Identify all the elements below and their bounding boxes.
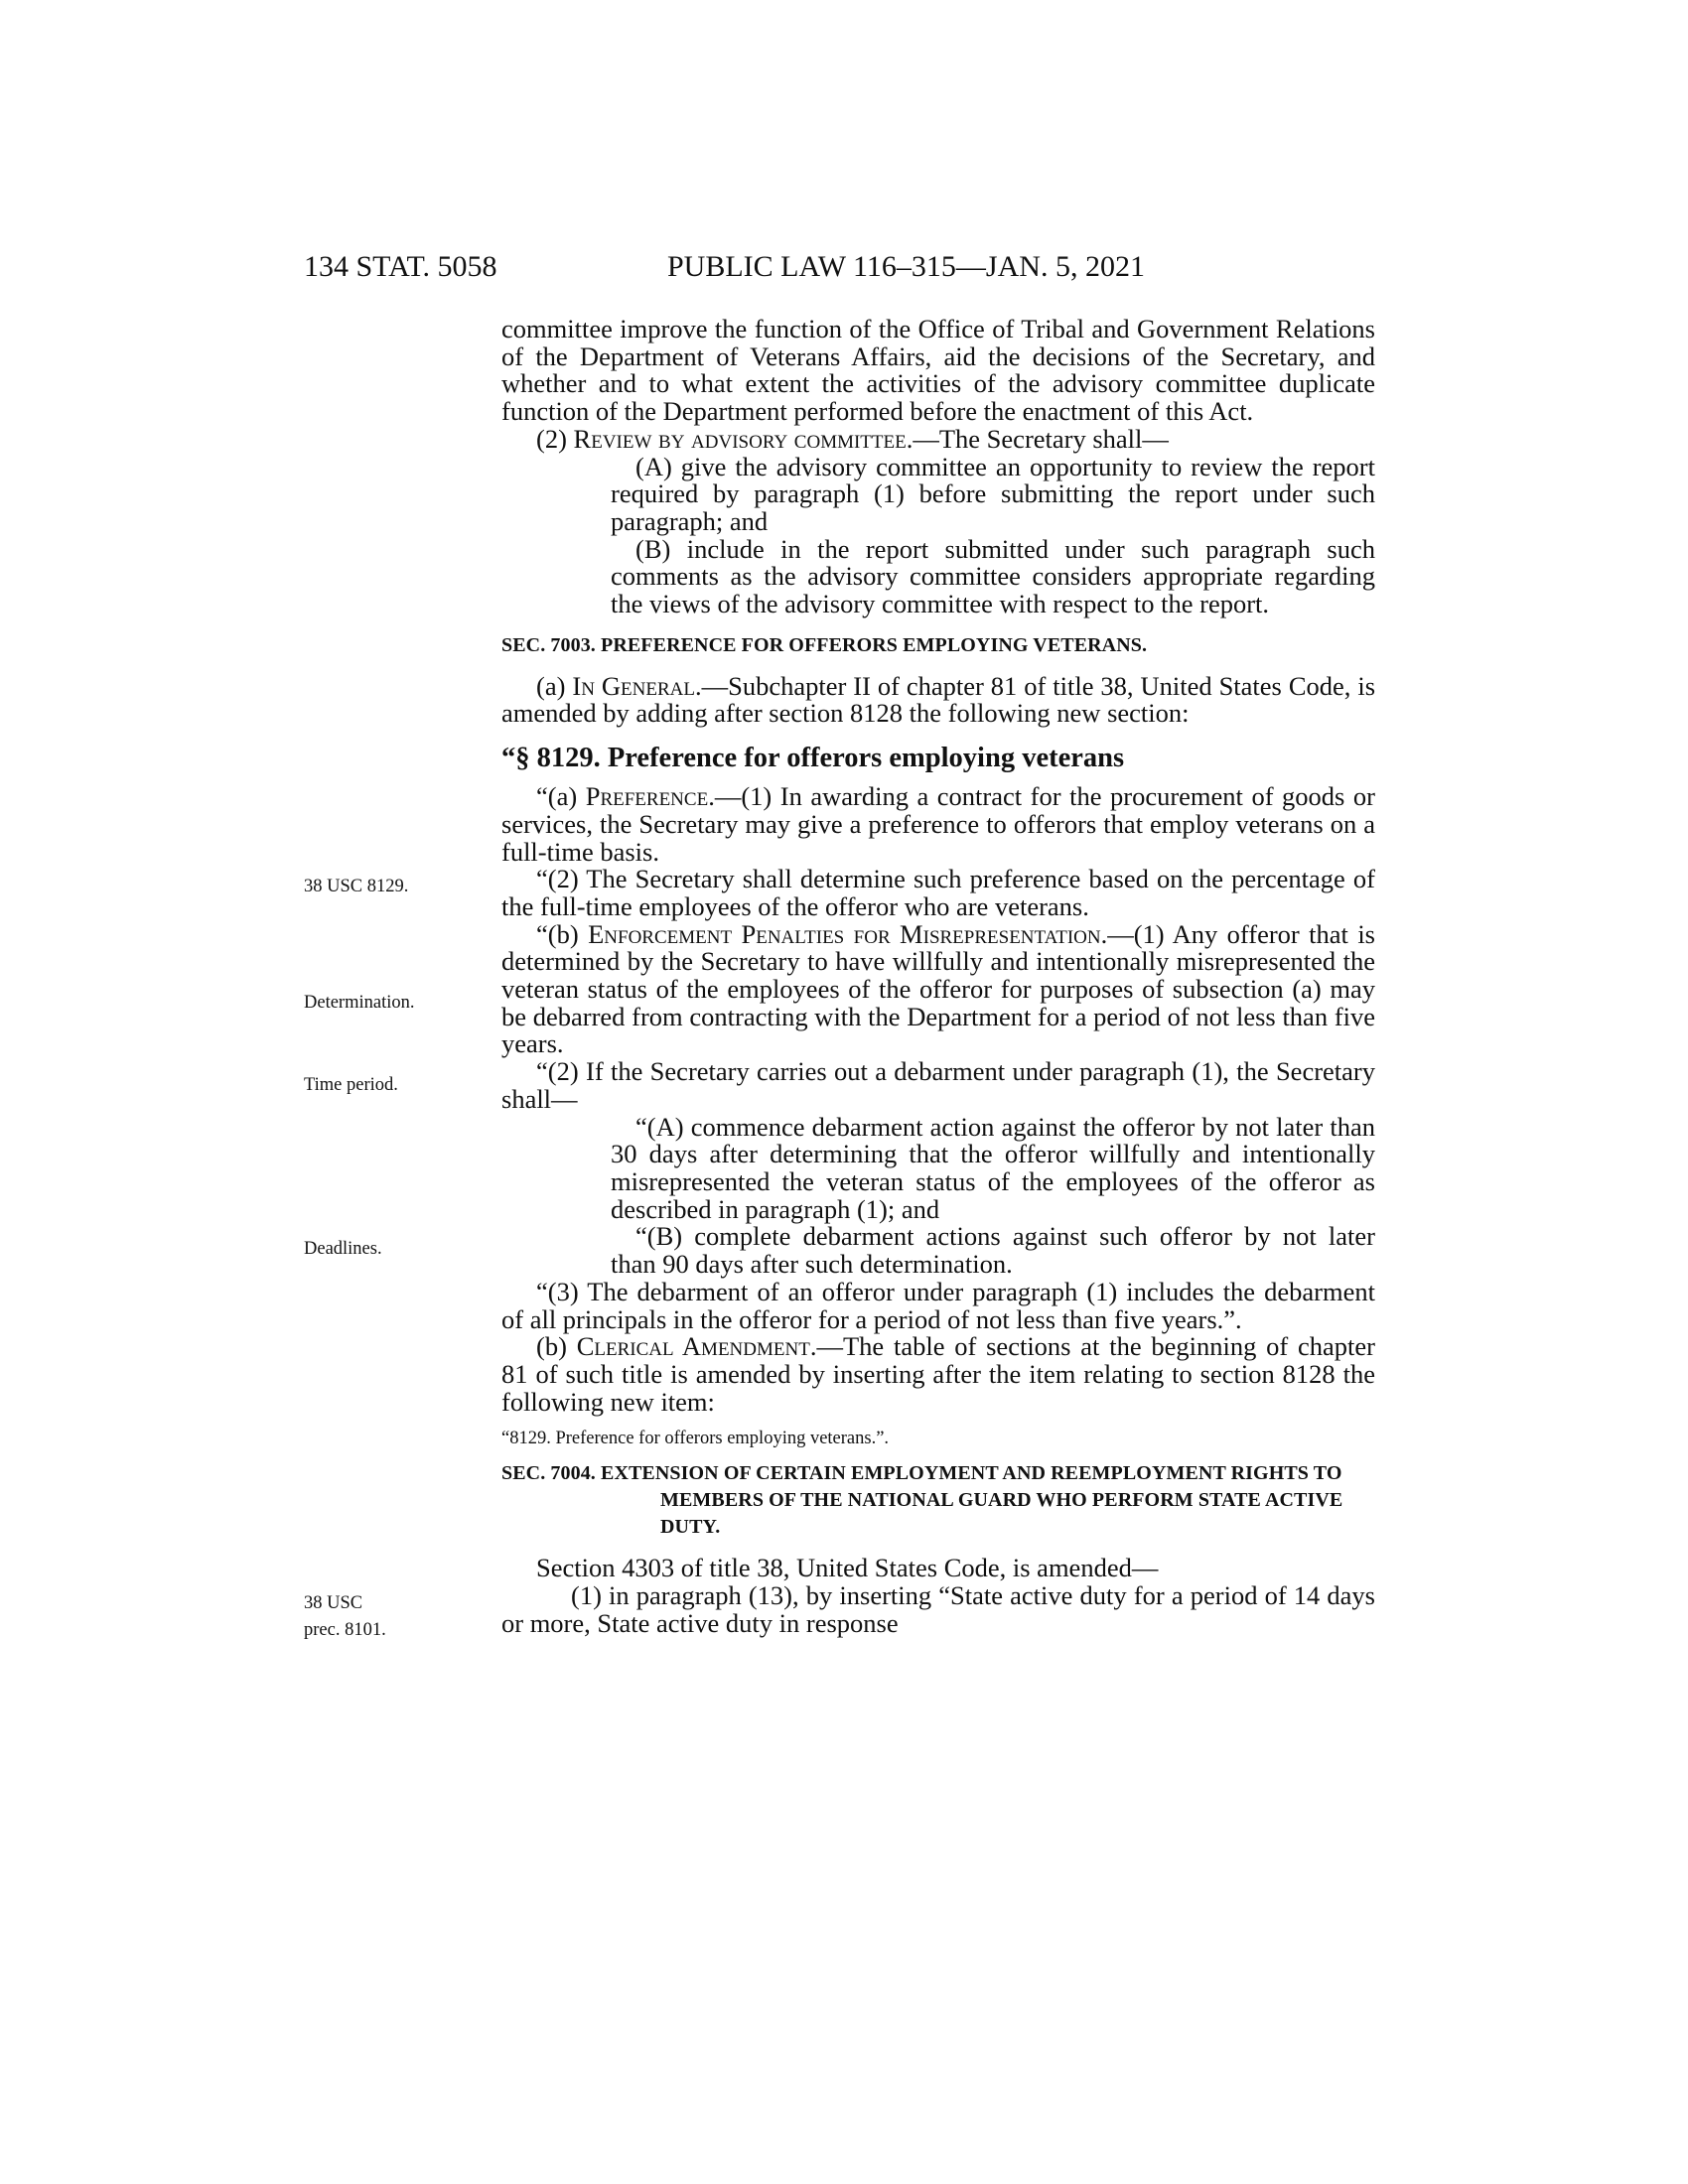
subsection-number: (b) — [536, 1331, 577, 1362]
subsection-preference — [501, 783, 1375, 866]
section-7004-heading: SEC. 7004. EXTENSION OF CERTAIN EMPLOYMENT AND REEMPLOYMENT RIGHTS TO MEMBERS OF THE NATIONAL GUARD WHO PERFORM STATE ACTIVE DUTY. — [501, 1462, 1343, 1539]
subsection-number: “(b) — [536, 918, 589, 949]
subsection-heading: Preference — [585, 781, 709, 812]
section-7003-heading: SEC. 7003. PREFERENCE FOR OFFERORS EMPLOYING VETERANS. — [501, 633, 1148, 656]
subsection-number: “(a) — [536, 781, 586, 812]
margin-note-time-period: Time period. — [304, 1075, 398, 1095]
paragraph-review-by-advisory-committee — [501, 423, 1375, 454]
margin-note-line: prec. 8101. — [304, 1620, 386, 1640]
subsection-text: .—The table of sections at the beginning of chapter 81 of such title is amended by inserting after the item relating to section 8128 the following new item: — [501, 1331, 1376, 1417]
section-4303-amendment: Section 4303 of title 38, United States Code, is amended— — [536, 1553, 1159, 1583]
subparagraph-complete-debarment: “(B) complete debarment actions against such offeror by not later than 90 days after such determination. — [611, 1221, 1375, 1280]
margin-note-38usc8129: 38 USC 8129. — [304, 877, 409, 896]
subsection-heading: Enforcement Penalties for Misrepresentation — [588, 918, 1101, 949]
paragraph-continuation: committee improve the function of the Office of Tribal and Government Relations of the Department of Veterans Affairs, aid the decisions of the Secretary, and whether and to what extent the activities of the advisory committee duplicate function of the Department performed before the enactment of this Act. — [501, 314, 1375, 427]
subsection-heading: In General — [572, 670, 695, 701]
paragraph-text: .—The Secretary shall— — [906, 423, 1169, 454]
body-column — [501, 316, 1375, 1637]
subparagraph-commence-debarment: “(A) commence debarment action against the offeror by not later than 30 days after determining that the offeror willfully and intentionally misrepresented the veteran status of the employees of the offeror as described in paragraph (1); and — [611, 1111, 1375, 1224]
paragraph-principals: “(3) The debarment of an offeror under paragraph (1) includes the debarment of all principals in the offeror for a period of not less than five years.”. — [501, 1276, 1375, 1334]
paragraph-determination: “(2) The Secretary shall determine such preference based on the percentage of the full-time employees of the offeror who are veterans. — [501, 864, 1375, 921]
subsection-text: .—(1) Any offeror that is determined by the Secretary to have willfully and intentionally misrepresented the veteran status of the employees of the offeror for purposes of subsection (a) may be debarred from contracting with the Department for a period of not less than five years. — [501, 918, 1375, 1059]
subsection-text: .—(1) In awarding a contract for the procurement of goods or services, the Secretary may give a preference to offerors that employ veterans on a full-time basis. — [501, 781, 1375, 867]
subsection-text: .—Subchapter II of chapter 81 of title 38, United States Code, is amended by adding after section 8128 the following new section: — [501, 670, 1376, 729]
page-stat-citation: 134 STAT. 5058 — [304, 250, 497, 283]
margin-note-deadlines: Deadlines. — [304, 1239, 382, 1259]
paragraph-debarment: “(2) If the Secretary carries out a debarment under paragraph (1), the Secretary shall— — [501, 1056, 1375, 1114]
public-law-header: PUBLIC LAW 116–315—JAN. 5, 2021 — [667, 250, 1145, 283]
subsection-number: (a) — [536, 670, 573, 701]
table-of-sections-item: “8129. Preference for offerors employing veterans.”. — [501, 1429, 890, 1449]
section-8129-title: “§ 8129. Preference for offerors employing veterans — [501, 743, 1125, 774]
margin-note-determination: Determination. — [304, 993, 415, 1013]
subsection-a-in-general — [501, 670, 1376, 729]
subparagraph-b: (B) include in the report submitted under such paragraph such comments as the advisory committee considers appropriate regarding the views of the advisory committee with respect to the report. — [611, 533, 1375, 619]
subsection-enforcement-penalties — [501, 918, 1375, 1059]
subsection-heading: Clerical Amendment — [576, 1331, 810, 1362]
margin-note-38usc-prec — [304, 1590, 453, 1644]
paragraph-number: (2) — [536, 423, 574, 454]
margin-note-line: 38 USC — [304, 1593, 363, 1613]
subsection-clerical-amendment — [501, 1333, 1375, 1416]
paragraph-heading: Review by advisory committee — [573, 423, 907, 454]
paragraph-13-amendment: (1) in paragraph (13), by inserting “State active duty for a period of 14 days or more, State active duty in response — [501, 1580, 1375, 1638]
subparagraph-a: (A) give the advisory committee an opportunity to review the report required by paragraph (1) before submitting the report under such paragraph; and — [611, 451, 1375, 536]
